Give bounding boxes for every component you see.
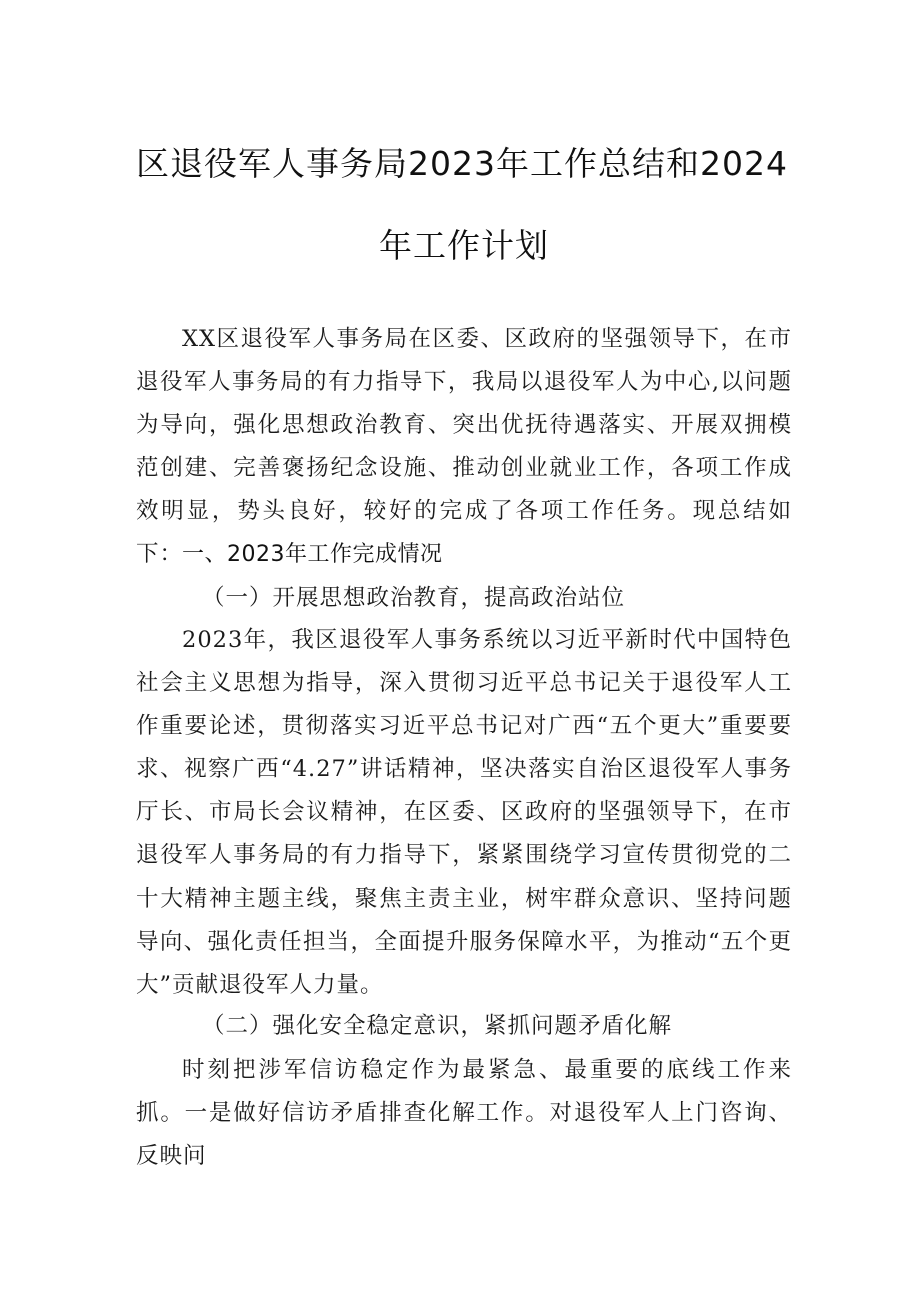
subsection-2-paragraph: 时刻把涉军信访稳定作为最紧急、最重要的底线工作来抓。一是做好信访矛盾排查化解工作。对退役军人上门咨询、反映问 <box>136 1057 792 1170</box>
subsection-1-paragraph: 2023年，我区退役军人事务系统以习近平新时代中国特色社会主义思想为指导，深入贯彻习近平总书记关于退役军人工作重要论述，贯彻落实习近平总书记对广西“五个更大”重要要求、视察广西“4.27”讲话精神，坚决落实自治区退役军人事务厅长、市局长会议精神，在区委、区政府的坚强领导下，在市退役军人事务局的有力指导下，紧紧围绕学习宣传贯彻党的二十大精神主题主线，聚焦主责主业，树牢群众意识、坚持问题导向、强化责任担当，全面提升服务保障水平，为推动“五个更大”贡献退役军人力量。 <box>136 627 792 998</box>
intro-paragraph: XX区退役军人事务局在区委、区政府的坚强领导下，在市退役军人事务局的有力指导下，我局以退役军人为中心,以问题为导向，强化思想政治教育、突出优抚待遇落实、开展双拥模范创建、完善褒扬纪念设施、推动创业就业工作，各项工作成效明显，势头良好，较好的完成了各项工作任务。现总结如下： <box>136 326 792 568</box>
document-title-line-1: 区退役军人事务局2023年工作总结和2024 <box>136 144 788 183</box>
subsection-heading-2: （二）强化安全稳定意识，紧抓问题矛盾化解 <box>202 1013 673 1039</box>
subsection-heading-1: （一）开展思想政治教育，提高政治站位 <box>202 585 626 611</box>
document-title-line-2: 年工作计划 <box>379 226 549 265</box>
section-heading-1: 一、2023年工作完成情况 <box>182 542 443 567</box>
